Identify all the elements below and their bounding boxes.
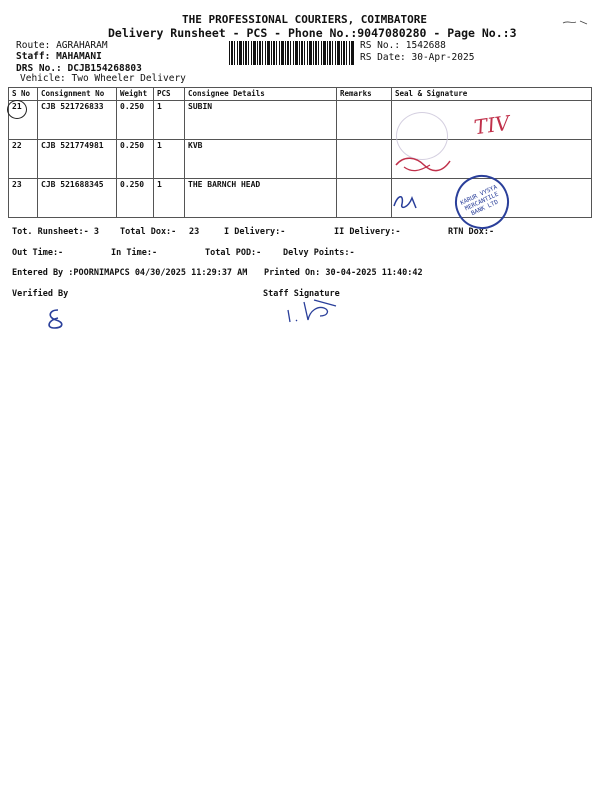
entered-by: Entered By :POORNIMAPCS 04/30/2025 11:29:37 AM xyxy=(12,268,248,278)
verified-signature xyxy=(44,308,68,330)
verified-by-label: Verified By xyxy=(12,289,69,299)
row-pcs: 1 xyxy=(154,101,185,140)
rtn-dox: RTN Dox:- xyxy=(448,227,495,237)
company-title: THE PROFESSIONAL COURIERS, COIMBATORE xyxy=(182,13,428,26)
staff-value: MAHAMANI xyxy=(56,51,102,62)
rs-date-label: RS Date: xyxy=(360,52,406,63)
row-remarks xyxy=(337,140,392,179)
row-remarks xyxy=(337,179,392,218)
drs-label: DRS No.: xyxy=(16,63,62,74)
vehicle-label: Vehicle: xyxy=(20,73,66,84)
route-label: Route: xyxy=(16,40,51,51)
route-line xyxy=(16,40,108,51)
staff-signature xyxy=(284,296,340,326)
total-dox-value: 23 xyxy=(189,227,200,237)
col-seal-signature: Seal & Signature xyxy=(392,88,592,101)
col-consignee: Consignee Details xyxy=(185,88,337,101)
staff-line xyxy=(16,51,102,62)
col-sno: S No xyxy=(9,88,38,101)
row-consignee: KVB xyxy=(185,140,337,179)
col-consignment: Consignment No xyxy=(38,88,117,101)
delvy-points: Delvy Points:- xyxy=(283,248,355,258)
tot-runsheet: Tot. Runsheet:- 3 xyxy=(12,227,99,237)
row-consignment: CJB 521726833 xyxy=(38,101,117,140)
total-pod: Total POD:- xyxy=(205,248,262,258)
bank-stamp: KARUR VYSYA MERCANTILE BANK LTD xyxy=(446,166,518,238)
rs-no-line xyxy=(360,40,446,51)
row-sno: 23 xyxy=(9,179,38,218)
i-delivery: I Delivery:- xyxy=(224,227,286,237)
table-row xyxy=(9,140,592,179)
row-weight: 0.250 xyxy=(117,101,154,140)
table-header-row xyxy=(9,88,592,101)
row-sno: 22 xyxy=(9,140,38,179)
row-consignee: THE BARNCH HEAD xyxy=(185,179,337,218)
route-value: AGRAHARAM xyxy=(56,40,108,51)
handwritten-tiv: TIV xyxy=(472,110,512,140)
col-remarks: Remarks xyxy=(337,88,392,101)
rs-no-value: 1542688 xyxy=(405,40,446,51)
row-sno: 21 xyxy=(9,101,38,140)
circled-serial-mark xyxy=(7,100,27,119)
staff-label: Staff: xyxy=(16,51,51,62)
out-time: Out Time:- xyxy=(12,248,64,258)
vehicle-line xyxy=(20,73,186,84)
row-weight: 0.250 xyxy=(117,140,154,179)
vehicle-value: Two Wheeler Delivery xyxy=(71,73,186,84)
blue-signature-row23 xyxy=(392,190,422,212)
row-consignment: CJB 521688345 xyxy=(38,179,117,218)
col-pcs: PCS xyxy=(154,88,185,101)
ii-delivery: II Delivery:- xyxy=(334,227,401,237)
row-pcs: 1 xyxy=(154,179,185,218)
corner-scribble xyxy=(562,18,588,28)
col-weight: Weight xyxy=(117,88,154,101)
barcode xyxy=(229,41,355,65)
row-consignment: CJB 521774981 xyxy=(38,140,117,179)
row-weight: 0.250 xyxy=(117,179,154,218)
rs-date-line xyxy=(360,52,474,63)
row-pcs: 1 xyxy=(154,140,185,179)
in-time: In Time:- xyxy=(111,248,158,258)
drs-value: DCJB154268803 xyxy=(67,63,142,74)
total-dox-label: Total Dox:- xyxy=(120,227,177,237)
rs-date-value: 30-Apr-2025 xyxy=(411,52,475,63)
red-signature-scribble xyxy=(394,153,454,177)
staff-signature-label: Staff Signature xyxy=(263,289,340,299)
printed-on: Printed On: 30-04-2025 11:40:42 xyxy=(264,268,423,278)
rs-no-label: RS No.: xyxy=(360,40,401,51)
row-consignee: SUBIN xyxy=(185,101,337,140)
row-remarks xyxy=(337,101,392,140)
runsheet-subtitle: Delivery Runsheet - PCS - Phone No.:9047080280 - Page No.:3 xyxy=(108,26,517,40)
